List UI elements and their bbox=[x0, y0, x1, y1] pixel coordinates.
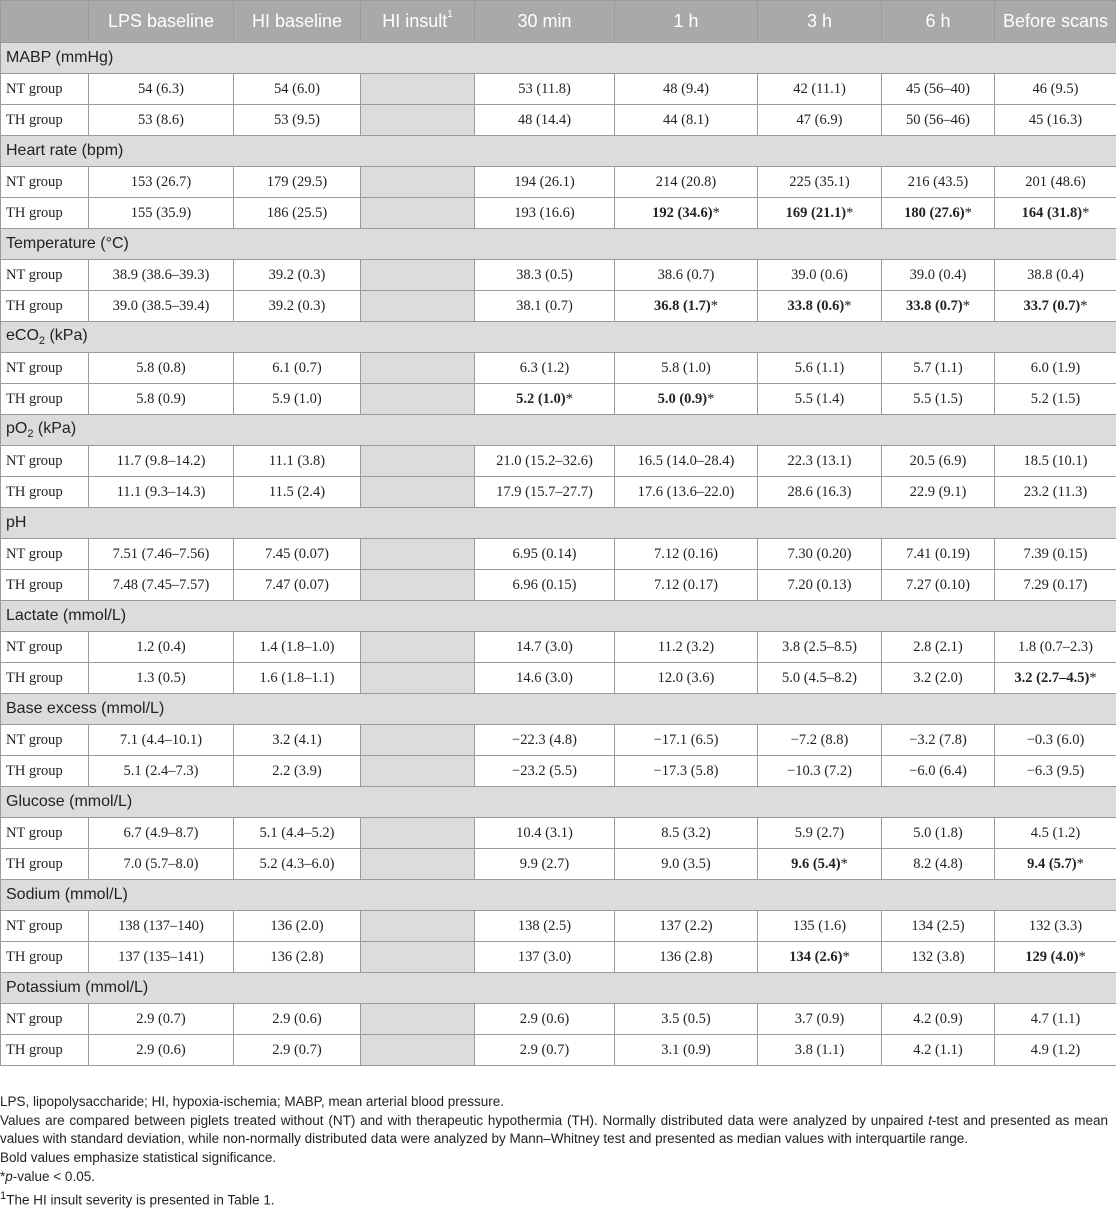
table-row bbox=[1, 570, 1116, 601]
table-cell: 8.5 (3.2) bbox=[615, 818, 758, 849]
section-title: Lactate (mmol/L) bbox=[1, 601, 1116, 632]
table-cell: 44 (8.1) bbox=[615, 105, 758, 136]
table-cell: 7.12 (0.17) bbox=[615, 570, 758, 601]
table-row bbox=[1, 291, 1116, 322]
table-cell: 50 (56–46) bbox=[882, 105, 995, 136]
table-cell: 53 (8.6) bbox=[89, 105, 234, 136]
table-cell: 132 (3.8) bbox=[882, 942, 995, 973]
table-cell: 18.5 (10.1) bbox=[995, 446, 1116, 477]
table-cell: 39.0 (0.4) bbox=[882, 260, 995, 291]
table-cell: 7.51 (7.46–7.56) bbox=[89, 539, 234, 570]
table-cell: 4.7 (1.1) bbox=[995, 1004, 1116, 1035]
header-row bbox=[1, 1, 1116, 43]
group-label: NT group bbox=[1, 260, 89, 291]
section-title: Glucose (mmol/L) bbox=[1, 787, 1116, 818]
table-cell: 39.0 (38.5–39.4) bbox=[89, 291, 234, 322]
table-cell: 9.9 (2.7) bbox=[475, 849, 615, 880]
group-label: NT group bbox=[1, 911, 89, 942]
table-row bbox=[1, 756, 1116, 787]
table-row bbox=[1, 911, 1116, 942]
table-cell: 11.1 (3.8) bbox=[234, 446, 361, 477]
table-cell: 2.2 (3.9) bbox=[234, 756, 361, 787]
table-cell: 54 (6.0) bbox=[234, 74, 361, 105]
section-header-row bbox=[1, 973, 1116, 1004]
table-cell: 169 (21.1)* bbox=[758, 198, 882, 229]
group-label: TH group bbox=[1, 849, 89, 880]
table-cell: −23.2 (5.5) bbox=[475, 756, 615, 787]
table-cell: 45 (56–40) bbox=[882, 74, 995, 105]
table-cell: 48 (9.4) bbox=[615, 74, 758, 105]
section-title: pH bbox=[1, 508, 1116, 539]
significance-marker: * bbox=[1078, 948, 1086, 965]
hi-insult-cell bbox=[361, 105, 475, 136]
table-cell: 194 (26.1) bbox=[475, 167, 615, 198]
table-cell: 33.8 (0.7)* bbox=[882, 291, 995, 322]
table-cell: 2.9 (0.7) bbox=[89, 1004, 234, 1035]
table-cell: 5.1 (2.4–7.3) bbox=[89, 756, 234, 787]
table-cell: 17.9 (15.7–27.7) bbox=[475, 477, 615, 508]
table-cell: −10.3 (7.2) bbox=[758, 756, 882, 787]
table-cell: 7.1 (4.4–10.1) bbox=[89, 725, 234, 756]
table-cell: 28.6 (16.3) bbox=[758, 477, 882, 508]
table-cell: 16.5 (14.0–28.4) bbox=[615, 446, 758, 477]
table-cell: 4.2 (0.9) bbox=[882, 1004, 995, 1035]
table-cell: 47 (6.9) bbox=[758, 105, 882, 136]
hi-insult-cell bbox=[361, 74, 475, 105]
table-cell: 20.5 (6.9) bbox=[882, 446, 995, 477]
table-cell: 179 (29.5) bbox=[234, 167, 361, 198]
table-cell: −17.1 (6.5) bbox=[615, 725, 758, 756]
table-row bbox=[1, 446, 1116, 477]
table-cell: 9.4 (5.7)* bbox=[995, 849, 1116, 880]
table-row bbox=[1, 384, 1116, 415]
table-cell: 192 (34.6)* bbox=[615, 198, 758, 229]
table-cell: 155 (35.9) bbox=[89, 198, 234, 229]
table-cell: 7.41 (0.19) bbox=[882, 539, 995, 570]
table-cell: 3.2 (2.7–4.5)* bbox=[995, 663, 1116, 694]
section-header-row bbox=[1, 415, 1116, 446]
table-cell: 137 (2.2) bbox=[615, 911, 758, 942]
table-cell: 4.2 (1.1) bbox=[882, 1035, 995, 1066]
hi-insult-cell bbox=[361, 725, 475, 756]
table-cell: −7.2 (8.8) bbox=[758, 725, 882, 756]
table-cell: 14.7 (3.0) bbox=[475, 632, 615, 663]
table-cell: 3.8 (2.5–8.5) bbox=[758, 632, 882, 663]
table-cell: 38.9 (38.6–39.3) bbox=[89, 260, 234, 291]
table-cell: 23.2 (11.3) bbox=[995, 477, 1116, 508]
table-cell: 180 (27.6)* bbox=[882, 198, 995, 229]
table-cell: 3.1 (0.9) bbox=[615, 1035, 758, 1066]
section-header-row bbox=[1, 322, 1116, 353]
group-label: NT group bbox=[1, 74, 89, 105]
group-label: NT group bbox=[1, 1004, 89, 1035]
table-cell: 6.1 (0.7) bbox=[234, 353, 361, 384]
table-cell: 4.5 (1.2) bbox=[995, 818, 1116, 849]
significance-marker: * bbox=[842, 948, 850, 965]
table-cell: 5.2 (4.3–6.0) bbox=[234, 849, 361, 880]
hi-insult-cell bbox=[361, 942, 475, 973]
significance-marker: * bbox=[1082, 204, 1090, 221]
hi-insult-cell bbox=[361, 384, 475, 415]
hi-insult-cell bbox=[361, 353, 475, 384]
table-cell: 53 (9.5) bbox=[234, 105, 361, 136]
table-cell: 6.0 (1.9) bbox=[995, 353, 1116, 384]
section-header-row bbox=[1, 601, 1116, 632]
header-blank bbox=[1, 1, 89, 43]
table-cell: 5.0 (0.9)* bbox=[615, 384, 758, 415]
table-cell: 8.2 (4.8) bbox=[882, 849, 995, 880]
table-cell: 38.8 (0.4) bbox=[995, 260, 1116, 291]
hi-insult-cell bbox=[361, 1035, 475, 1066]
col-header-6-h: 6 h bbox=[882, 1, 995, 43]
table-cell: 2.8 (2.1) bbox=[882, 632, 995, 663]
table-cell: 5.2 (1.5) bbox=[995, 384, 1116, 415]
table-cell: 53 (11.8) bbox=[475, 74, 615, 105]
col-header-1-h: 1 h bbox=[615, 1, 758, 43]
hi-insult-footnote: $^1$The HI insult severity is presented in Table 1. bbox=[0, 1190, 275, 1208]
hi-insult-cell bbox=[361, 167, 475, 198]
table-cell: 14.6 (3.0) bbox=[475, 663, 615, 694]
hi-insult-cell bbox=[361, 1004, 475, 1035]
methods-note: Values are compared between piglets treated without (NT) and with therapeutic hypothermia (TH). Normally distributed data were analyzed by unpaired t-test and presented as mean values with standard deviation, while non-normally distributed data were analyzed by Mann–Whitney test and presented as median values with interquartile range. bbox=[0, 1113, 1108, 1146]
table-cell: 11.5 (2.4) bbox=[234, 477, 361, 508]
significance-marker: * bbox=[844, 297, 852, 314]
table-row bbox=[1, 105, 1116, 136]
pvalue-note: *p-value < 0.05. bbox=[0, 1169, 95, 1184]
table-cell: 7.39 (0.15) bbox=[995, 539, 1116, 570]
table-cell: 6.96 (0.15) bbox=[475, 570, 615, 601]
table-cell: 2.9 (0.7) bbox=[234, 1035, 361, 1066]
hi-insult-cell bbox=[361, 291, 475, 322]
table-cell: −22.3 (4.8) bbox=[475, 725, 615, 756]
hi-insult-cell bbox=[361, 632, 475, 663]
table-cell: 134 (2.6)* bbox=[758, 942, 882, 973]
table-cell: 7.47 (0.07) bbox=[234, 570, 361, 601]
table-cell: 5.5 (1.5) bbox=[882, 384, 995, 415]
group-label: NT group bbox=[1, 353, 89, 384]
table-cell: 136 (2.0) bbox=[234, 911, 361, 942]
table-cell: 7.12 (0.16) bbox=[615, 539, 758, 570]
col-header-hi-insult-text: HI insult bbox=[382, 11, 448, 31]
table-row bbox=[1, 818, 1116, 849]
table-cell: 2.9 (0.6) bbox=[234, 1004, 361, 1035]
table-cell: 7.0 (5.7–8.0) bbox=[89, 849, 234, 880]
group-label: NT group bbox=[1, 539, 89, 570]
col-header-30-min: 30 min bbox=[475, 1, 615, 43]
section-title: Temperature (°C) bbox=[1, 229, 1116, 260]
group-label: TH group bbox=[1, 384, 89, 415]
table-cell: 136 (2.8) bbox=[234, 942, 361, 973]
table-cell: 39.2 (0.3) bbox=[234, 291, 361, 322]
table-cell: 186 (25.5) bbox=[234, 198, 361, 229]
table-cell: 1.3 (0.5) bbox=[89, 663, 234, 694]
section-header-row bbox=[1, 787, 1116, 818]
table-cell: 11.1 (9.3–14.3) bbox=[89, 477, 234, 508]
significance-marker: * bbox=[962, 297, 971, 314]
table-cell: 4.9 (1.2) bbox=[995, 1035, 1116, 1066]
table-row bbox=[1, 942, 1116, 973]
table-cell: 5.7 (1.1) bbox=[882, 353, 995, 384]
table-cell: 5.2 (1.0)* bbox=[475, 384, 615, 415]
section-title: Potassium (mmol/L) bbox=[1, 973, 1116, 1004]
significance-marker: * bbox=[846, 204, 854, 221]
table-cell: 5.0 (1.8) bbox=[882, 818, 995, 849]
table-cell: 6.7 (4.9–8.7) bbox=[89, 818, 234, 849]
table-cell: 2.9 (0.7) bbox=[475, 1035, 615, 1066]
group-label: NT group bbox=[1, 725, 89, 756]
table-row bbox=[1, 260, 1116, 291]
col-header-hi-baseline: HI baseline bbox=[234, 1, 361, 43]
table-cell: 135 (1.6) bbox=[758, 911, 882, 942]
table-cell: 3.7 (0.9) bbox=[758, 1004, 882, 1035]
section-title: Base excess (mmol/L) bbox=[1, 694, 1116, 725]
section-header-row bbox=[1, 229, 1116, 260]
table-row bbox=[1, 477, 1116, 508]
col-header-hi-insult bbox=[361, 1, 475, 43]
section-header-row bbox=[1, 880, 1116, 911]
table-cell: 12.0 (3.6) bbox=[615, 663, 758, 694]
table-cell: 5.8 (0.8) bbox=[89, 353, 234, 384]
significance-marker: * bbox=[840, 855, 848, 872]
table-cell: 3.2 (4.1) bbox=[234, 725, 361, 756]
table-cell: 5.1 (4.4–5.2) bbox=[234, 818, 361, 849]
section-header-row bbox=[1, 43, 1116, 74]
table-row bbox=[1, 198, 1116, 229]
table-cell: 33.7 (0.7)* bbox=[995, 291, 1116, 322]
table-cell: 38.3 (0.5) bbox=[475, 260, 615, 291]
table-footnotes bbox=[0, 1093, 1108, 1211]
table-body bbox=[1, 43, 1116, 1066]
hi-insult-cell bbox=[361, 539, 475, 570]
table-cell: 38.6 (0.7) bbox=[615, 260, 758, 291]
section-title: eCO$_2$ (kPa) bbox=[1, 322, 1116, 353]
section-header-row bbox=[1, 508, 1116, 539]
table-cell: 5.8 (0.9) bbox=[89, 384, 234, 415]
group-label: NT group bbox=[1, 446, 89, 477]
significance-marker: * bbox=[565, 390, 573, 407]
table-cell: −3.2 (7.8) bbox=[882, 725, 995, 756]
section-header-row bbox=[1, 694, 1116, 725]
table-cell: 7.20 (0.13) bbox=[758, 570, 882, 601]
table-cell: 39.2 (0.3) bbox=[234, 260, 361, 291]
table-cell: 42 (11.1) bbox=[758, 74, 882, 105]
table-cell: 1.6 (1.8–1.1) bbox=[234, 663, 361, 694]
table-cell: 134 (2.5) bbox=[882, 911, 995, 942]
table-cell: 5.6 (1.1) bbox=[758, 353, 882, 384]
table-cell: 164 (31.8)* bbox=[995, 198, 1116, 229]
table-row bbox=[1, 1004, 1116, 1035]
significance-marker: * bbox=[712, 204, 720, 221]
table-cell: 22.3 (13.1) bbox=[758, 446, 882, 477]
table-cell: −0.3 (6.0) bbox=[995, 725, 1116, 756]
table-row bbox=[1, 1035, 1116, 1066]
table-cell: 7.27 (0.10) bbox=[882, 570, 995, 601]
significance-marker: * bbox=[1089, 669, 1097, 686]
table-cell: 3.8 (1.1) bbox=[758, 1035, 882, 1066]
table-cell: 45 (16.3) bbox=[995, 105, 1116, 136]
table-cell: 17.6 (13.6–22.0) bbox=[615, 477, 758, 508]
group-label: TH group bbox=[1, 105, 89, 136]
section-title: Sodium (mmol/L) bbox=[1, 880, 1116, 911]
section-title: Heart rate (bpm) bbox=[1, 136, 1116, 167]
table-cell: 137 (135–141) bbox=[89, 942, 234, 973]
hi-insult-cell bbox=[361, 849, 475, 880]
group-label: TH group bbox=[1, 942, 89, 973]
table-cell: 5.9 (1.0) bbox=[234, 384, 361, 415]
table-cell: 225 (35.1) bbox=[758, 167, 882, 198]
table-cell: 138 (137–140) bbox=[89, 911, 234, 942]
abbreviations-note: LPS, lipopolysaccharide; HI, hypoxia-ischemia; MABP, mean arterial blood pressure. bbox=[0, 1094, 504, 1109]
table-cell: 33.8 (0.6)* bbox=[758, 291, 882, 322]
col-header-before-scans: Before scans bbox=[995, 1, 1116, 43]
table-cell: 7.29 (0.17) bbox=[995, 570, 1116, 601]
table-cell: 11.2 (3.2) bbox=[615, 632, 758, 663]
table-cell: 193 (16.6) bbox=[475, 198, 615, 229]
table-cell: 38.1 (0.7) bbox=[475, 291, 615, 322]
group-label: NT group bbox=[1, 167, 89, 198]
table-cell: 2.9 (0.6) bbox=[89, 1035, 234, 1066]
hi-insult-cell bbox=[361, 911, 475, 942]
table-cell: 6.3 (1.2) bbox=[475, 353, 615, 384]
hi-insult-cell bbox=[361, 446, 475, 477]
section-title: $pO_2$ (kPa) bbox=[1, 415, 1116, 446]
section-header-row bbox=[1, 136, 1116, 167]
table-cell: 7.45 (0.07) bbox=[234, 539, 361, 570]
table-cell: 136 (2.8) bbox=[615, 942, 758, 973]
table-cell: 46 (9.5) bbox=[995, 74, 1116, 105]
table-row bbox=[1, 663, 1116, 694]
table-cell: 1.8 (0.7–2.3) bbox=[995, 632, 1116, 663]
table-cell: 36.8 (1.7)* bbox=[615, 291, 758, 322]
table-cell: −6.3 (9.5) bbox=[995, 756, 1116, 787]
hi-insult-cell bbox=[361, 756, 475, 787]
group-label: TH group bbox=[1, 756, 89, 787]
hi-insult-cell bbox=[361, 818, 475, 849]
table-cell: 11.7 (9.8–14.2) bbox=[89, 446, 234, 477]
table-cell: 129 (4.0)* bbox=[995, 942, 1116, 973]
table-cell: 6.95 (0.14) bbox=[475, 539, 615, 570]
table-cell: 153 (26.7) bbox=[89, 167, 234, 198]
table-cell: 5.5 (1.4) bbox=[758, 384, 882, 415]
table-cell: 5.8 (1.0) bbox=[615, 353, 758, 384]
significance-marker: * bbox=[964, 204, 972, 221]
table-cell: 138 (2.5) bbox=[475, 911, 615, 942]
table-cell: 132 (3.3) bbox=[995, 911, 1116, 942]
group-label: TH group bbox=[1, 477, 89, 508]
table-cell: 21.0 (15.2–32.6) bbox=[475, 446, 615, 477]
table-cell: 5.0 (4.5–8.2) bbox=[758, 663, 882, 694]
significance-marker: * bbox=[1080, 297, 1088, 314]
significance-marker: * bbox=[710, 297, 719, 314]
group-label: TH group bbox=[1, 291, 89, 322]
table-cell: 9.0 (3.5) bbox=[615, 849, 758, 880]
table-cell: 3.5 (0.5) bbox=[615, 1004, 758, 1035]
table-cell: 1.4 (1.8–1.0) bbox=[234, 632, 361, 663]
table-cell: 5.9 (2.7) bbox=[758, 818, 882, 849]
table-cell: −17.3 (5.8) bbox=[615, 756, 758, 787]
table-cell: 137 (3.0) bbox=[475, 942, 615, 973]
table-row bbox=[1, 167, 1116, 198]
significance-marker: * bbox=[707, 390, 715, 407]
group-label: TH group bbox=[1, 663, 89, 694]
table-cell: 10.4 (3.1) bbox=[475, 818, 615, 849]
group-label: TH group bbox=[1, 198, 89, 229]
table-cell: 7.30 (0.20) bbox=[758, 539, 882, 570]
group-label: TH group bbox=[1, 1035, 89, 1066]
hi-insult-cell bbox=[361, 570, 475, 601]
table-cell: −6.0 (6.4) bbox=[882, 756, 995, 787]
table-row bbox=[1, 539, 1116, 570]
table-cell: 201 (48.6) bbox=[995, 167, 1116, 198]
table-row bbox=[1, 74, 1116, 105]
hi-insult-cell bbox=[361, 198, 475, 229]
table-cell: 7.48 (7.45–7.57) bbox=[89, 570, 234, 601]
hi-insult-cell bbox=[361, 477, 475, 508]
table-cell: 9.6 (5.4)* bbox=[758, 849, 882, 880]
hi-insult-cell bbox=[361, 663, 475, 694]
table-row bbox=[1, 353, 1116, 384]
table-cell: 214 (20.8) bbox=[615, 167, 758, 198]
table-cell: 54 (6.3) bbox=[89, 74, 234, 105]
table-row bbox=[1, 632, 1116, 663]
table-row bbox=[1, 725, 1116, 756]
col-header-3-h: 3 h bbox=[758, 1, 882, 43]
table-cell: 22.9 (9.1) bbox=[882, 477, 995, 508]
table-cell: 48 (14.4) bbox=[475, 105, 615, 136]
footnote-marker: 1 bbox=[447, 9, 453, 20]
table-cell: 39.0 (0.6) bbox=[758, 260, 882, 291]
group-label: NT group bbox=[1, 632, 89, 663]
table-row bbox=[1, 849, 1116, 880]
table-cell: 3.2 (2.0) bbox=[882, 663, 995, 694]
bold-note: Bold values emphasize statistical significance. bbox=[0, 1150, 277, 1165]
group-label: NT group bbox=[1, 818, 89, 849]
table-cell: 216 (43.5) bbox=[882, 167, 995, 198]
significance-marker: * bbox=[1076, 855, 1084, 872]
col-header-lps-baseline: LPS baseline bbox=[89, 1, 234, 43]
hi-insult-cell bbox=[361, 260, 475, 291]
table-cell: 1.2 (0.4) bbox=[89, 632, 234, 663]
group-label: TH group bbox=[1, 570, 89, 601]
section-title: MABP (mmHg) bbox=[1, 43, 1116, 74]
table-cell: 2.9 (0.6) bbox=[475, 1004, 615, 1035]
